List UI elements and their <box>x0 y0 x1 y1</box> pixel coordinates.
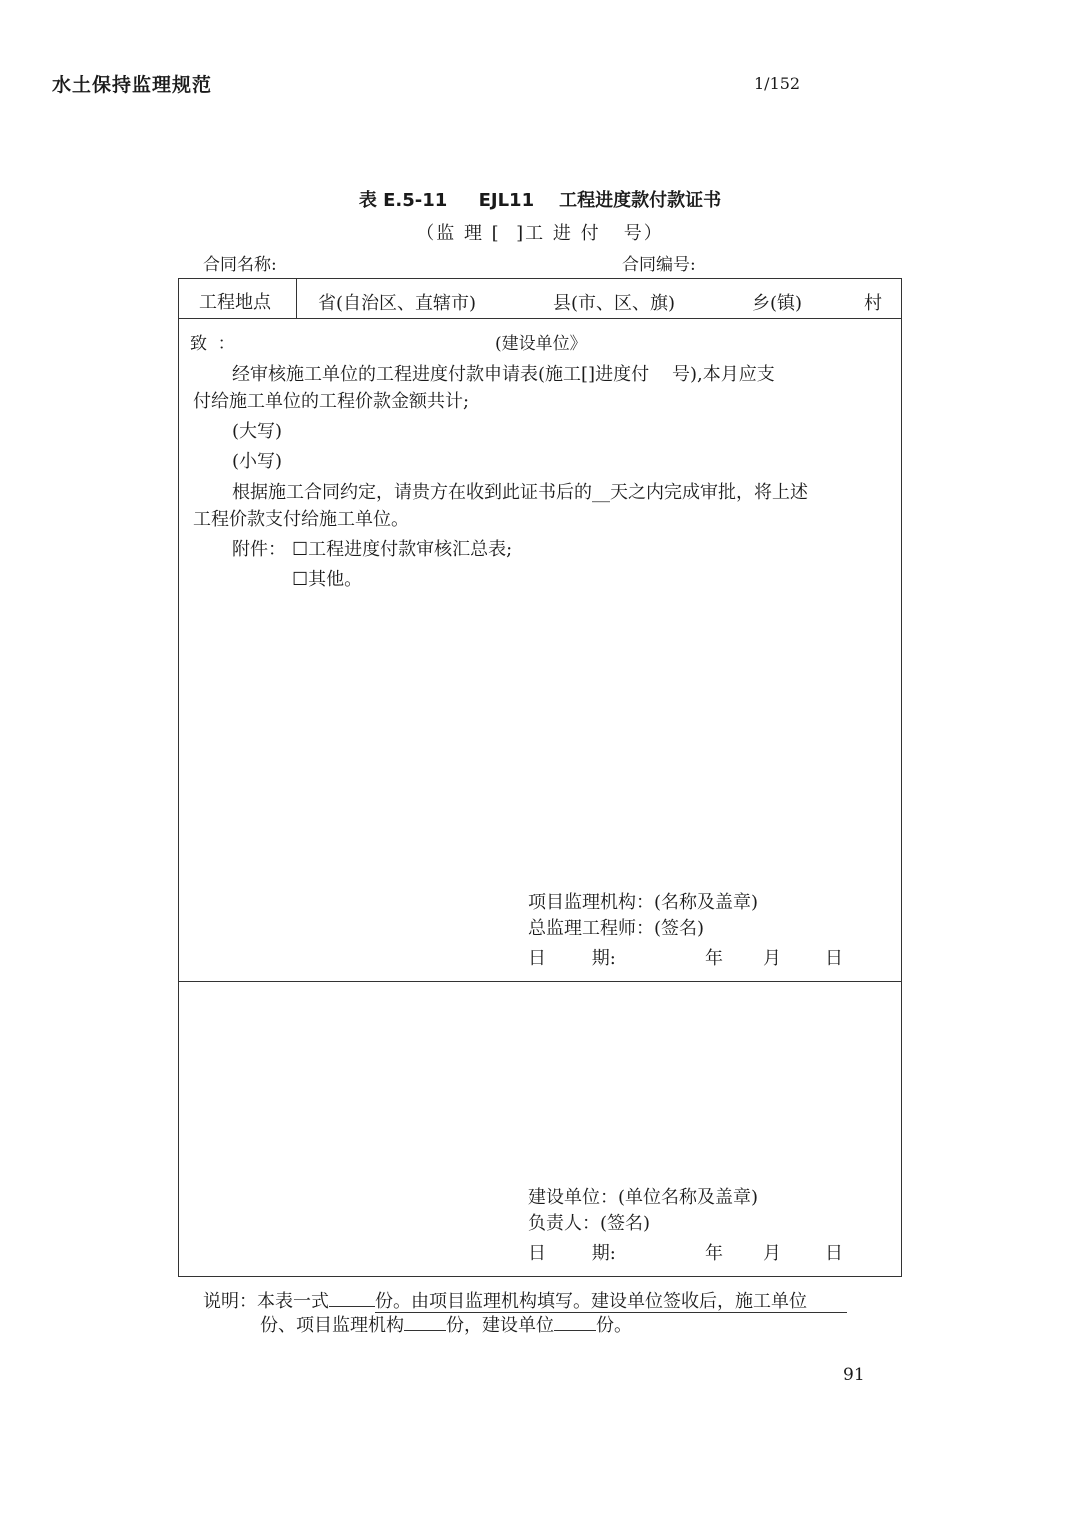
note-part1: 说明：本表一式 <box>203 1291 329 1312</box>
amount-uppercase-label: (大写) <box>232 421 283 442</box>
supervision-copies-blank <box>404 1314 446 1331</box>
location-town: 乡(镇) <box>752 293 803 314</box>
owner-copies-blank <box>554 1314 596 1331</box>
copies-blank <box>329 1290 375 1307</box>
amount-lowercase-label: (小写) <box>232 451 283 472</box>
review-paragraph-line1: 经审核施工单位的工程进度付款申请表(施工[]进度付 号),本月应支 <box>232 364 775 385</box>
page-number: 91 <box>843 1365 865 1385</box>
location-label: 工程地点 <box>199 292 271 313</box>
contract-name-label: 合同名称: <box>203 255 277 275</box>
review-paragraph-line2: 付给施工单位的工程价款金额共计; <box>193 391 470 412</box>
owner-date-year: 年 <box>705 1243 723 1264</box>
date-label: 日 期: <box>528 948 616 969</box>
note-part2: 份。由项目监理机构填写。建设单位签收后，施工单位 <box>375 1291 847 1313</box>
recipient-label: (建设单位》 <box>495 334 587 354</box>
date-year: 年 <box>705 948 723 969</box>
owner-date-label: 日 期: <box>528 1243 616 1264</box>
note-line1 <box>203 1287 847 1313</box>
date-month: 月 <box>763 948 781 969</box>
supervision-org-label: 项目监理机构：(名称及盖章) <box>528 892 759 913</box>
location-county: 县(市、区、旗) <box>553 293 676 314</box>
responsible-person-label: 负责人：(签名) <box>528 1213 651 1234</box>
attachment-label: 附件： <box>232 539 286 560</box>
owner-label: 建设单位：(单位名称及盖章) <box>528 1187 759 1208</box>
note-part4: 份，建设单位 <box>446 1315 554 1336</box>
document-title: 水土保持监理规范 <box>52 74 213 96</box>
approval-paragraph-line1: 根据施工合同约定，请贵方在收到此证书后的__天之内完成审批，将上述 <box>232 482 808 503</box>
contract-number-label: 合同编号: <box>622 255 696 275</box>
form-title: 表 E.5-11 EJL11 工程进度款付款证书 <box>358 190 722 211</box>
form-subtitle: （监 理 [ ]工 进 付 号） <box>416 223 664 244</box>
row-divider-sections <box>178 981 902 982</box>
page-indicator: 1/152 <box>754 74 801 93</box>
form-table <box>178 278 902 1277</box>
owner-date-month: 月 <box>763 1243 781 1264</box>
note-part3: 份、项目监理机构 <box>260 1315 404 1336</box>
to-label: 致 ： <box>190 334 235 354</box>
row-divider-location <box>178 318 902 319</box>
attachment-item-summary: ☐工程进度付款审核汇总表; <box>292 539 513 560</box>
date-day: 日 <box>825 948 843 969</box>
chief-engineer-label: 总监理工程师：(签名) <box>528 918 705 939</box>
note-line2 <box>260 1311 632 1337</box>
location-village: 村 <box>864 293 882 314</box>
note-part5: 份。 <box>596 1315 632 1336</box>
owner-date-day: 日 <box>825 1243 843 1264</box>
location-label-divider <box>296 278 297 319</box>
location-province: 省(自治区、直辖市) <box>318 293 477 314</box>
attachment-item-other: ☐其他。 <box>292 569 363 590</box>
approval-paragraph-line2: 工程价款支付给施工单位。 <box>193 509 409 530</box>
